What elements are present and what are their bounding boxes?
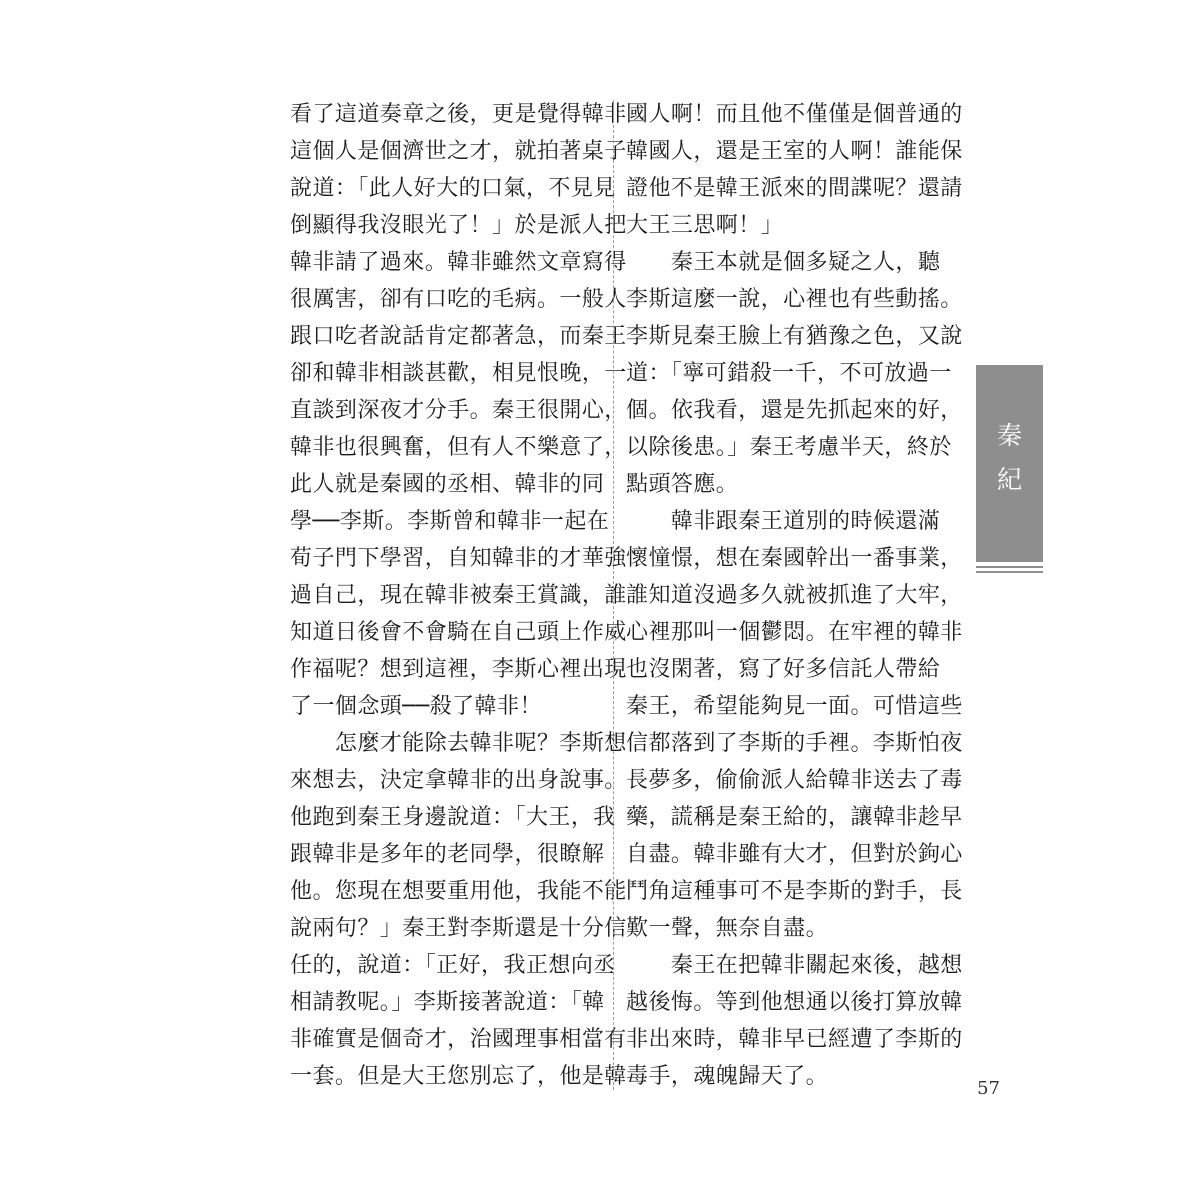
text-line: 大王三思啊！」 — [626, 213, 784, 238]
text-line: 說兩句？」秦王對李斯還是十分信 — [290, 916, 627, 941]
text-line: 以除後患。」秦王考慮半天，終於 — [626, 435, 952, 460]
text-line: 學──李斯。李斯曾和韓非一起在 — [290, 509, 610, 534]
text-line: 個。依我看，還是先抓起來的好， — [626, 398, 963, 423]
text-line: 證他不是韓王派來的間諜呢？還請 — [626, 176, 963, 201]
text-line: 卻和韓非相談甚歡，相見恨晚，一 — [290, 361, 627, 386]
text-line: 韓非請了過來。韓非雖然文章寫得 — [290, 250, 627, 275]
text-line: 作福呢？想到這裡，李斯心裡出現 — [290, 657, 627, 682]
text-line: 非確實是個奇才，治國理事相當有 — [290, 1027, 627, 1052]
text-line: 韓非也很興奮，但有人不樂意了， — [290, 435, 627, 460]
text-line: 自盡。韓非雖有大才，但對於鉤心 — [626, 842, 963, 867]
text-line: 懷憧憬，想在秦國幹出一番事業， — [626, 546, 963, 571]
text-line: 看了這道奏章之後，更是覺得韓非 — [290, 102, 627, 127]
text-line: 秦王，希望能夠見一面。可惜這些 — [626, 694, 963, 719]
text-line: 知道日後會不會騎在自己頭上作威 — [290, 620, 627, 645]
text-line: 李斯這麼一說，心裡也有些動搖。 — [626, 287, 963, 312]
column-divider — [613, 100, 614, 1090]
text-line: 越後悔。等到他想通以後打算放韓 — [626, 990, 963, 1015]
page-number: 57 — [977, 1078, 1000, 1099]
chapter-side-tab — [976, 365, 1043, 562]
text-line: 國人啊！而且他不僅僅是個普通的 — [626, 102, 963, 127]
text-line: 過自己，現在韓非被秦王賞識，誰 — [290, 583, 627, 608]
text-line: 此人就是秦國的丞相、韓非的同 — [290, 472, 605, 497]
text-line: 了一個念頭──殺了韓非！ — [290, 694, 542, 719]
text-line: 他跑到秦王身邊說道：「大王，我 — [290, 805, 616, 830]
text-line: 相請教呢。」李斯接著說道：「韓 — [290, 990, 605, 1015]
text-line: 韓國人，還是王室的人啊！誰能保 — [626, 139, 963, 164]
text-line: 道：「寧可錯殺一千，不可放過一 — [626, 361, 952, 386]
text-line: 這個人是個濟世之才，就拍著桌子 — [290, 139, 627, 164]
text-line: 秦王在把韓非關起來後，越想 — [626, 953, 963, 978]
chapter-tab-char: 秦 — [996, 421, 1022, 450]
text-line: 一套。但是大王您別忘了，他是韓 — [290, 1064, 627, 1089]
text-line: 韓非跟秦王道別的時候還滿 — [626, 509, 941, 534]
text-line: 歎一聲，無奈自盡。 — [626, 916, 829, 941]
text-line: 李斯見秦王臉上有猶豫之色，又說 — [626, 324, 963, 349]
text-line: 怎麼才能除去韓非呢？李斯想 — [290, 731, 627, 756]
left-column — [290, 96, 627, 1095]
text-line: 跟韓非是多年的老同學，很瞭解 — [290, 842, 605, 867]
text-line: 秦王本就是個多疑之人，聽 — [626, 250, 941, 275]
text-line: 倒顯得我沒眼光了！」於是派人把 — [290, 213, 627, 238]
text-line: 信都落到了李斯的手裡。李斯怕夜 — [626, 731, 963, 756]
text-line: 點頭答應。 — [626, 472, 739, 497]
text-line: 鬥角這種事可不是李斯的對手，長 — [626, 879, 963, 904]
text-line: 跟口吃者說話肯定都著急，而秦王 — [290, 324, 627, 349]
text-line: 長夢多，偷偷派人給韓非送去了毒 — [626, 768, 963, 793]
text-line: 也沒閑著，寫了好多信託人帶給 — [626, 657, 941, 682]
text-line: 藥，謊稱是秦王給的，讓韓非趁早 — [626, 805, 963, 830]
text-line: 毒手，魂魄歸天了。 — [626, 1064, 829, 1089]
tab-underline — [976, 571, 1043, 573]
text-line: 非出來時，韓非早已經遭了李斯的 — [626, 1027, 963, 1052]
text-line: 荀子門下學習，自知韓非的才華強 — [290, 546, 627, 571]
text-line: 誰知道沒過多久就被抓進了大牢， — [626, 583, 963, 608]
chapter-tab-char: 紀 — [996, 465, 1022, 494]
tab-underline — [976, 566, 1043, 568]
text-line: 心裡那叫一個鬱悶。在牢裡的韓非 — [626, 620, 963, 645]
text-line: 來想去，決定拿韓非的出身說事。 — [290, 768, 627, 793]
text-line: 他。您現在想要重用他，我能不能 — [290, 879, 627, 904]
text-line: 直談到深夜才分手。秦王很開心， — [290, 398, 627, 423]
text-line: 說道：「此人好大的口氣，不見見 — [290, 176, 616, 201]
text-line: 很厲害，卻有口吃的毛病。一般人 — [290, 287, 627, 312]
text-line: 任的，說道：「正好，我正想向丞 — [290, 953, 616, 978]
right-column — [626, 96, 963, 1095]
